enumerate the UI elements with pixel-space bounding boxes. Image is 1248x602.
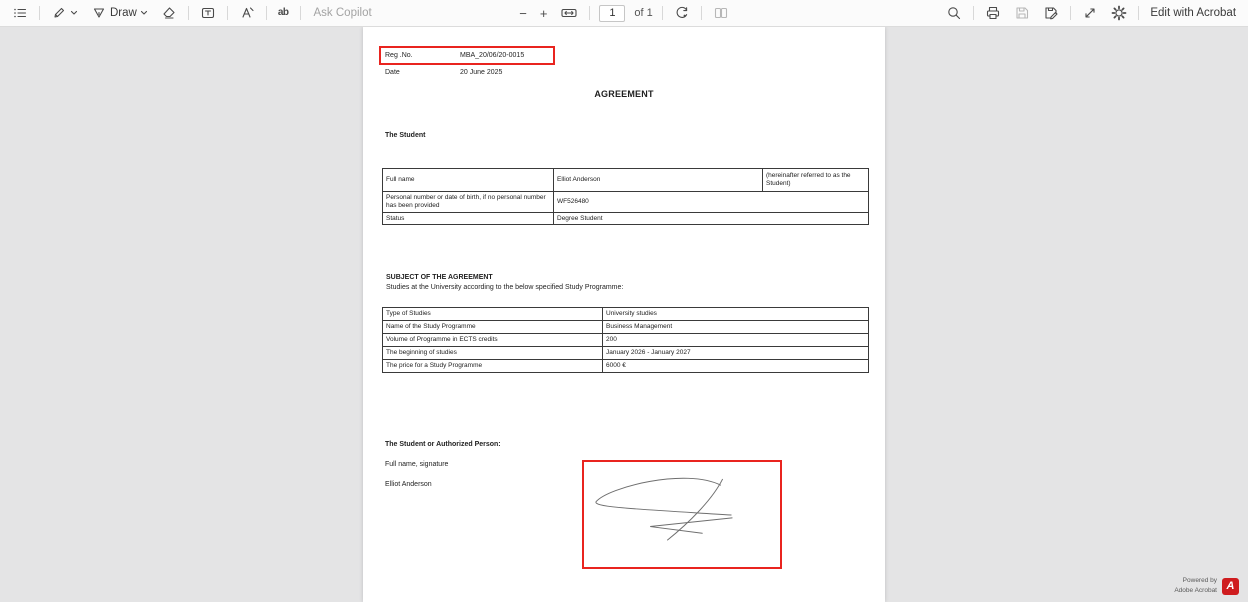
- reg-no-highlight-box: [379, 46, 555, 65]
- date-value: 20 June 2025: [460, 69, 503, 76]
- toolbar-separator: [39, 6, 40, 20]
- table-cell: January 2026 - January 2027: [603, 347, 869, 360]
- fit-to-width-button[interactable]: [558, 4, 580, 22]
- rotate-button[interactable]: [672, 4, 692, 22]
- page-number-input[interactable]: [599, 5, 625, 22]
- save-icon: [1014, 5, 1030, 21]
- signature-name: Elliot Anderson: [385, 481, 432, 488]
- toolbar-separator: [300, 6, 301, 20]
- toolbar-separator: [1070, 6, 1071, 20]
- toolbar-separator: [227, 6, 228, 20]
- toolbar-center-group: [517, 4, 731, 22]
- signature-heading: The Student or Authorized Person:: [385, 441, 501, 448]
- text-box-icon: [200, 5, 216, 21]
- powered-by-line: Powered by: [1182, 577, 1217, 584]
- plus-icon: +: [539, 5, 548, 21]
- draw-tool-label: Draw: [110, 7, 137, 19]
- table-cell: The price for a Study Programme: [383, 360, 603, 373]
- adobe-acrobat-line: Adobe Acrobat: [1174, 587, 1217, 594]
- search-icon: [946, 5, 962, 21]
- zoom-in-button[interactable]: [538, 6, 550, 21]
- search-button[interactable]: [944, 4, 964, 22]
- signature-label: Full name, signature: [385, 461, 449, 468]
- fullscreen-button[interactable]: [1080, 4, 1100, 22]
- toolbar-separator: [1138, 6, 1139, 20]
- add-text-tool-button[interactable]: [237, 4, 257, 22]
- ask-copilot-button[interactable]: [310, 6, 374, 20]
- date-row: [385, 68, 502, 77]
- chevron-down-icon: [140, 9, 148, 17]
- fit-to-width-icon: [560, 5, 578, 21]
- table-row: [383, 192, 869, 213]
- table-row: [383, 334, 869, 347]
- reg-no-label: Reg .No.: [385, 52, 413, 59]
- subject-heading: SUBJECT OF THE AGREEMENT: [386, 274, 493, 281]
- table-row: [383, 321, 869, 334]
- toolbar-left-group: [10, 4, 517, 22]
- document-canvas: [0, 27, 1248, 602]
- settings-button[interactable]: [1109, 4, 1129, 22]
- pdf-viewer-toolbar: [0, 0, 1248, 27]
- table-cell: WF526480: [554, 192, 869, 213]
- two-page-view-icon: [713, 5, 729, 21]
- toolbar-separator: [701, 6, 702, 20]
- chevron-down-icon: [70, 9, 78, 17]
- toolbar-separator: [266, 6, 267, 20]
- table-cell: University studies: [603, 308, 869, 321]
- page-view-button[interactable]: [711, 4, 731, 22]
- table-cell: 6000 €: [603, 360, 869, 373]
- gear-icon: [1111, 5, 1127, 21]
- student-heading: The Student: [385, 132, 426, 139]
- table-cell: Business Management: [603, 321, 869, 334]
- table-cell: Personal number or date of birth, if no personal number has been provided: [383, 192, 554, 213]
- table-cell: Full name: [383, 169, 554, 192]
- document-title: AGREEMENT: [594, 89, 654, 99]
- toolbar-separator: [662, 6, 663, 20]
- toolbar-separator: [589, 6, 590, 20]
- read-aloud-icon: ab: [277, 7, 289, 18]
- erase-tool-button[interactable]: [159, 4, 179, 22]
- powered-by-badge[interactable]: [1174, 576, 1239, 596]
- table-cell: Type of Studies: [383, 308, 603, 321]
- expand-icon: [1082, 5, 1098, 21]
- powered-by-text: [1174, 576, 1217, 596]
- table-row: [383, 213, 869, 225]
- edit-with-acrobat-label: Edit with Acrobat: [1150, 7, 1237, 19]
- highlighter-icon: [51, 5, 67, 21]
- table-row: [383, 347, 869, 360]
- eraser-icon: [161, 5, 177, 21]
- edit-with-acrobat-button[interactable]: [1148, 6, 1238, 20]
- text-box-tool-button[interactable]: [198, 4, 218, 22]
- save-as-button[interactable]: [1041, 4, 1061, 22]
- table-cell: Status: [383, 213, 554, 225]
- printer-icon: [985, 5, 1001, 21]
- read-aloud-button[interactable]: [276, 6, 291, 20]
- toolbar-right-group: [731, 4, 1238, 22]
- table-of-contents-icon: [12, 5, 28, 21]
- table-cell: Degree Student: [554, 213, 869, 225]
- table-cell: Volume of Programme in ECTS credits: [383, 334, 603, 347]
- ask-copilot-label: Ask Copilot: [313, 7, 372, 19]
- toolbar-separator: [188, 6, 189, 20]
- table-row: [383, 169, 869, 192]
- table-of-contents-button[interactable]: [10, 4, 30, 22]
- table-row: [383, 308, 869, 321]
- subject-subtitle: Studies at the University according to the below specified Study Programme:: [386, 284, 624, 291]
- pdf-page: [363, 27, 885, 602]
- save-button[interactable]: [1012, 4, 1032, 22]
- zoom-out-button[interactable]: [517, 6, 529, 21]
- reg-no-value: MBA_20/06/20-0015: [460, 52, 525, 59]
- table-cell: Name of the Study Programme: [383, 321, 603, 334]
- draw-tool-button[interactable]: [89, 4, 150, 22]
- draw-pen-icon: [91, 5, 107, 21]
- minus-icon: −: [519, 5, 527, 21]
- programme-table: [382, 307, 869, 373]
- page-count-label: of 1: [634, 7, 653, 19]
- table-cell: Elliot Anderson: [554, 169, 763, 192]
- student-table: [382, 168, 869, 225]
- rotate-icon: [674, 5, 690, 21]
- toolbar-separator: [973, 6, 974, 20]
- signature-highlight-box: [582, 460, 782, 569]
- table-row: [383, 360, 869, 373]
- date-label: Date: [385, 69, 400, 76]
- adobe-acrobat-icon: A: [1222, 578, 1239, 595]
- add-text-icon: [239, 5, 255, 21]
- handwritten-signature: [584, 462, 780, 567]
- highlight-tool-button[interactable]: [49, 4, 80, 22]
- save-as-icon: [1043, 5, 1059, 21]
- table-cell: 200: [603, 334, 869, 347]
- table-cell: (hereinafter referred to as the Student): [763, 169, 869, 192]
- print-button[interactable]: [983, 4, 1003, 22]
- table-cell: The beginning of studies: [383, 347, 603, 360]
